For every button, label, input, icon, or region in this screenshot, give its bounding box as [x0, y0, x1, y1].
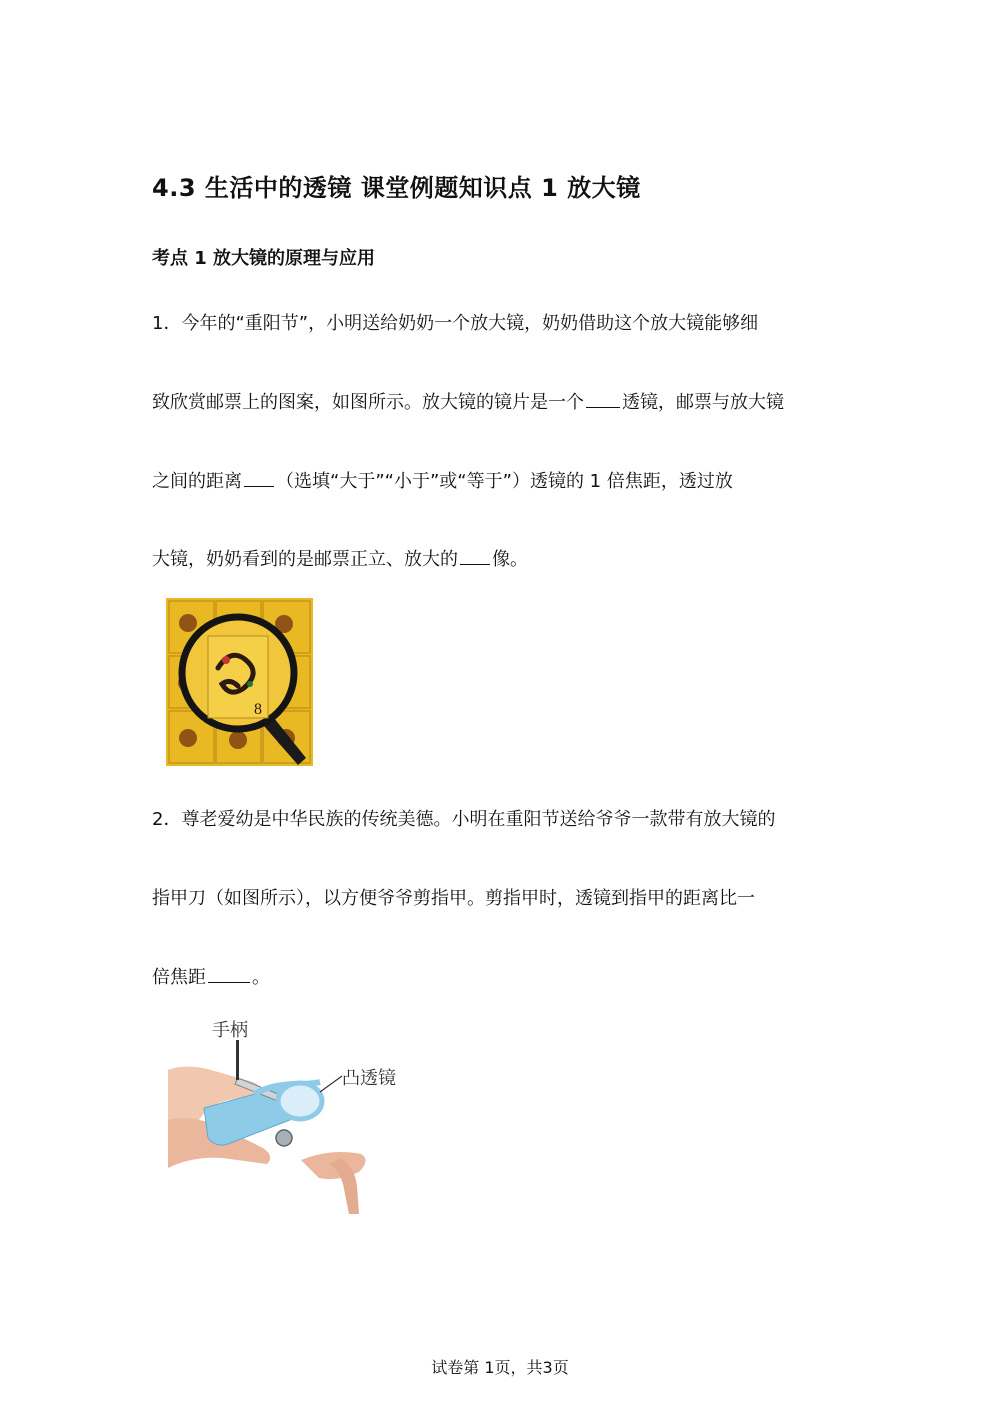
section-heading: 考点 1 放大镜的原理与应用 — [152, 248, 376, 269]
question-1-line-1: 1．今年的“重阳节”，小明送给奶奶一个放大镜，奶奶借助这个放大镜能够细 — [152, 313, 759, 334]
page-title: 4.3 生活中的透镜 课堂例题知识点 1 放大镜 — [152, 174, 641, 202]
question-1-line-4 — [152, 546, 528, 573]
svg-text:8: 8 — [254, 701, 262, 718]
nail-clipper-figure — [166, 1010, 411, 1215]
question-2-text: 。 — [252, 967, 270, 988]
question-1-text: 致欣赏邮票上的图案，如图所示。放大镜的镜片是一个 — [152, 392, 584, 413]
question-1-text: 大镜，奶奶看到的是邮票正立、放大的 — [152, 549, 458, 570]
question-1-line-3 — [152, 468, 733, 495]
label-convex-lens: 凸透镜 — [342, 1068, 396, 1089]
question-1-text: 透镜，邮票与放大镜 — [622, 392, 784, 413]
question-2-text: 倍焦距 — [152, 967, 206, 988]
question-2-line-3 — [152, 964, 270, 991]
label-handle: 手柄 — [212, 1020, 248, 1041]
page-footer: 试卷第 1页，共3页 — [431, 1358, 569, 1377]
question-1-text: （选填“大于”“小于”或“等于”）透镜的 1 倍焦距，透过放 — [276, 471, 733, 492]
answer-blank — [208, 964, 250, 983]
answer-blank — [244, 468, 274, 487]
answer-blank — [460, 546, 490, 565]
question-1-text: 像。 — [492, 549, 528, 570]
question-1-text: 之间的距离 — [152, 471, 242, 492]
question-2-line-2: 指甲刀（如图所示），以方便爷爷剪指甲。剪指甲时，透镜到指甲的距离比一 — [152, 888, 755, 909]
question-2-line-1: 2．尊老爱幼是中华民族的传统美德。小明在重阳节送给爷爷一款带有放大镜的 — [152, 809, 776, 830]
stamp-magnifier-figure — [166, 598, 313, 766]
answer-blank — [586, 389, 620, 408]
question-1-line-2 — [152, 389, 784, 416]
